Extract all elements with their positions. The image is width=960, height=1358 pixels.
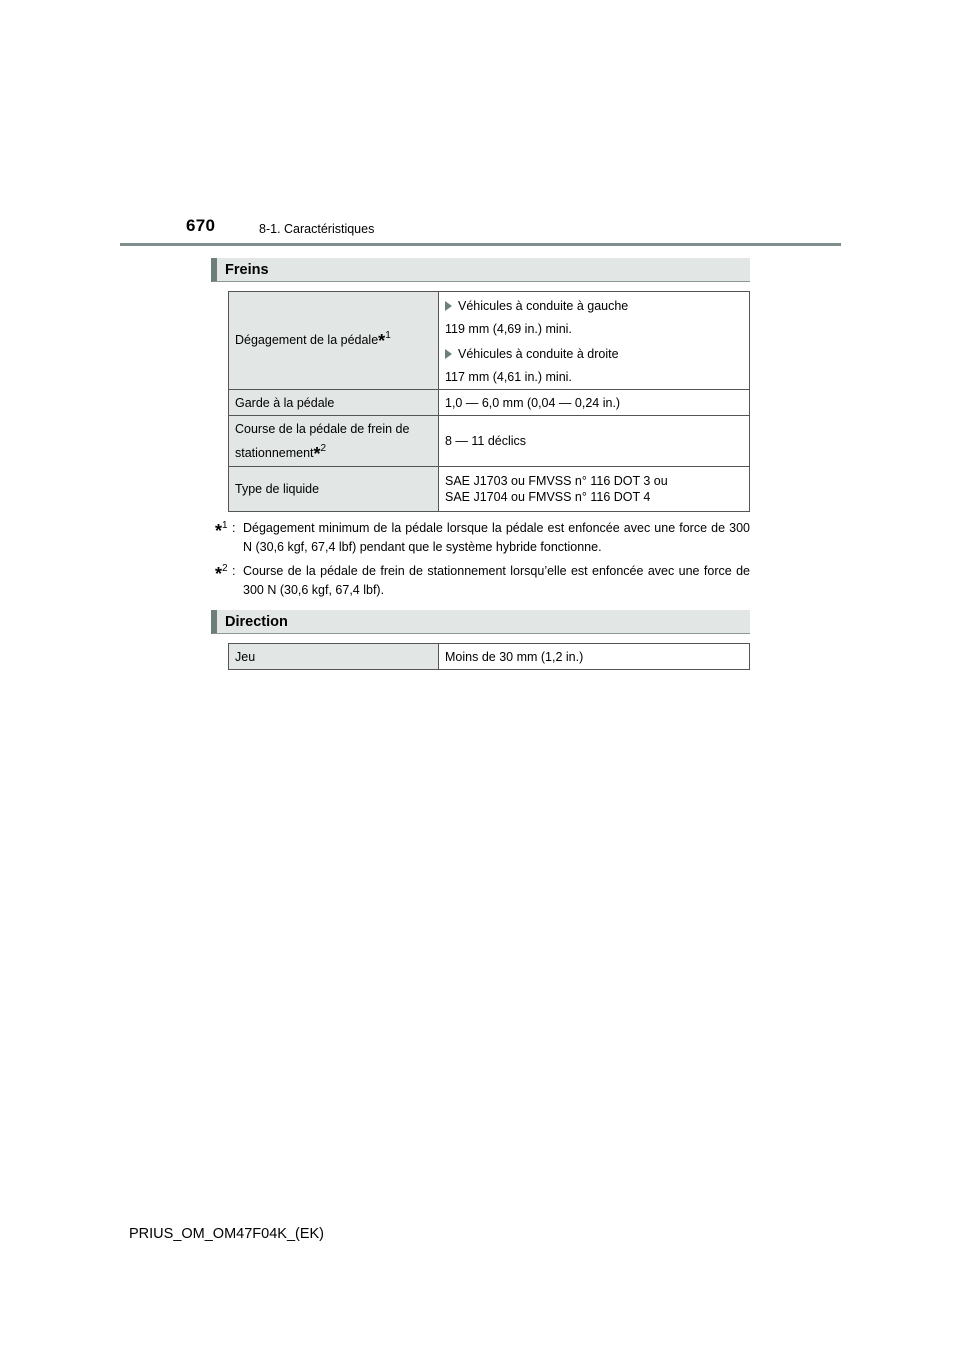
row-value-pedal-free-play: 1,0 — 6,0 mm (0,04 — 0,24 in.): [439, 390, 750, 416]
section-heading-steering: [211, 610, 750, 634]
list-item: Véhicules à conduite à gauche: [458, 299, 629, 313]
list-item: Véhicules à conduite à droite: [458, 347, 619, 361]
footnote-ref: 2: [222, 563, 228, 574]
footnote-text: Course de la pédale de frein de stationnement lorsqu’elle est enfoncée avec une force de 300 N (30,6 kgf, 67,4 lbf).: [243, 564, 750, 597]
footnote-2: *$^2$ : Course de la pédale de frein de stationnement lorsqu’elle est enfoncée avec une force de 300 N (30,6 kgf, 67,4 lbf).: [215, 562, 750, 600]
section-heading-brakes: [211, 258, 750, 282]
table-row: [229, 416, 750, 467]
row-value-steering-play: Moins de 30 mm (1,2 in.): [439, 644, 750, 670]
footnote-star: *: [215, 564, 223, 584]
row-label-pedal-clearance: Dégagement de la pédale*$^1$: [229, 292, 439, 390]
steering-spec-table: [228, 643, 750, 670]
brakes-spec-table: [228, 291, 750, 512]
footnote-ref: 1: [385, 329, 391, 341]
row-label-parking-brake-travel: Course de la pédale de frein de stationnement*$^2$: [229, 416, 439, 467]
row-value-pedal-clearance: [439, 292, 750, 390]
row-label-steering-play: Jeu: [229, 644, 439, 670]
row-label-fluid-type: Type de liquide: [229, 467, 439, 512]
table-row: [229, 292, 750, 390]
page-number: 670: [186, 216, 216, 235]
document-id: PRIUS_OM_OM47F04K_(EK): [129, 1226, 325, 1242]
row-label-pedal-free-play: Garde à la pédale: [229, 390, 439, 416]
triangle-bullet-icon: [445, 349, 452, 359]
footnote-star: *: [215, 521, 223, 541]
list-item: 117 mm (4,61 in.) mini.: [445, 370, 572, 384]
section-heading-label: Freins: [225, 262, 269, 278]
footnote-star: *: [378, 330, 386, 351]
table-row: [229, 467, 750, 512]
footnote-1: *$^1$ : Dégagement minimum de la pédale lorsque la pédale est enfoncée avec une force de 300 N (30,6 kgf, 67,4 lbf) pendant que le système hybride fonctionne.: [215, 519, 750, 557]
footnote-text: Dégagement minimum de la pédale lorsque la pédale est enfoncée avec une force de 300 N (30,6 kgf, 67,4 lbf) pendant que le système hybride fonctionne.: [243, 521, 750, 554]
chapter-title: 8-1. Caractéristiques: [259, 222, 375, 236]
table-row: [229, 390, 750, 416]
list-item: 119 mm (4,69 in.) mini.: [445, 322, 572, 336]
triangle-bullet-icon: [445, 301, 452, 311]
footnote-star: *: [313, 443, 321, 464]
row-value-fluid-type: SAE J1703 ou FMVSS n° 116 DOT 3 ou SAE J1704 ou FMVSS n° 116 DOT 4: [439, 467, 750, 512]
row-value-parking-brake-travel: 8 — 11 déclics: [439, 416, 750, 467]
table-row: [229, 644, 750, 670]
footnote-ref: 2: [320, 442, 327, 454]
section-heading-label: Direction: [225, 614, 288, 630]
footnote-ref: 1: [222, 520, 228, 531]
header-rule: [120, 243, 841, 246]
